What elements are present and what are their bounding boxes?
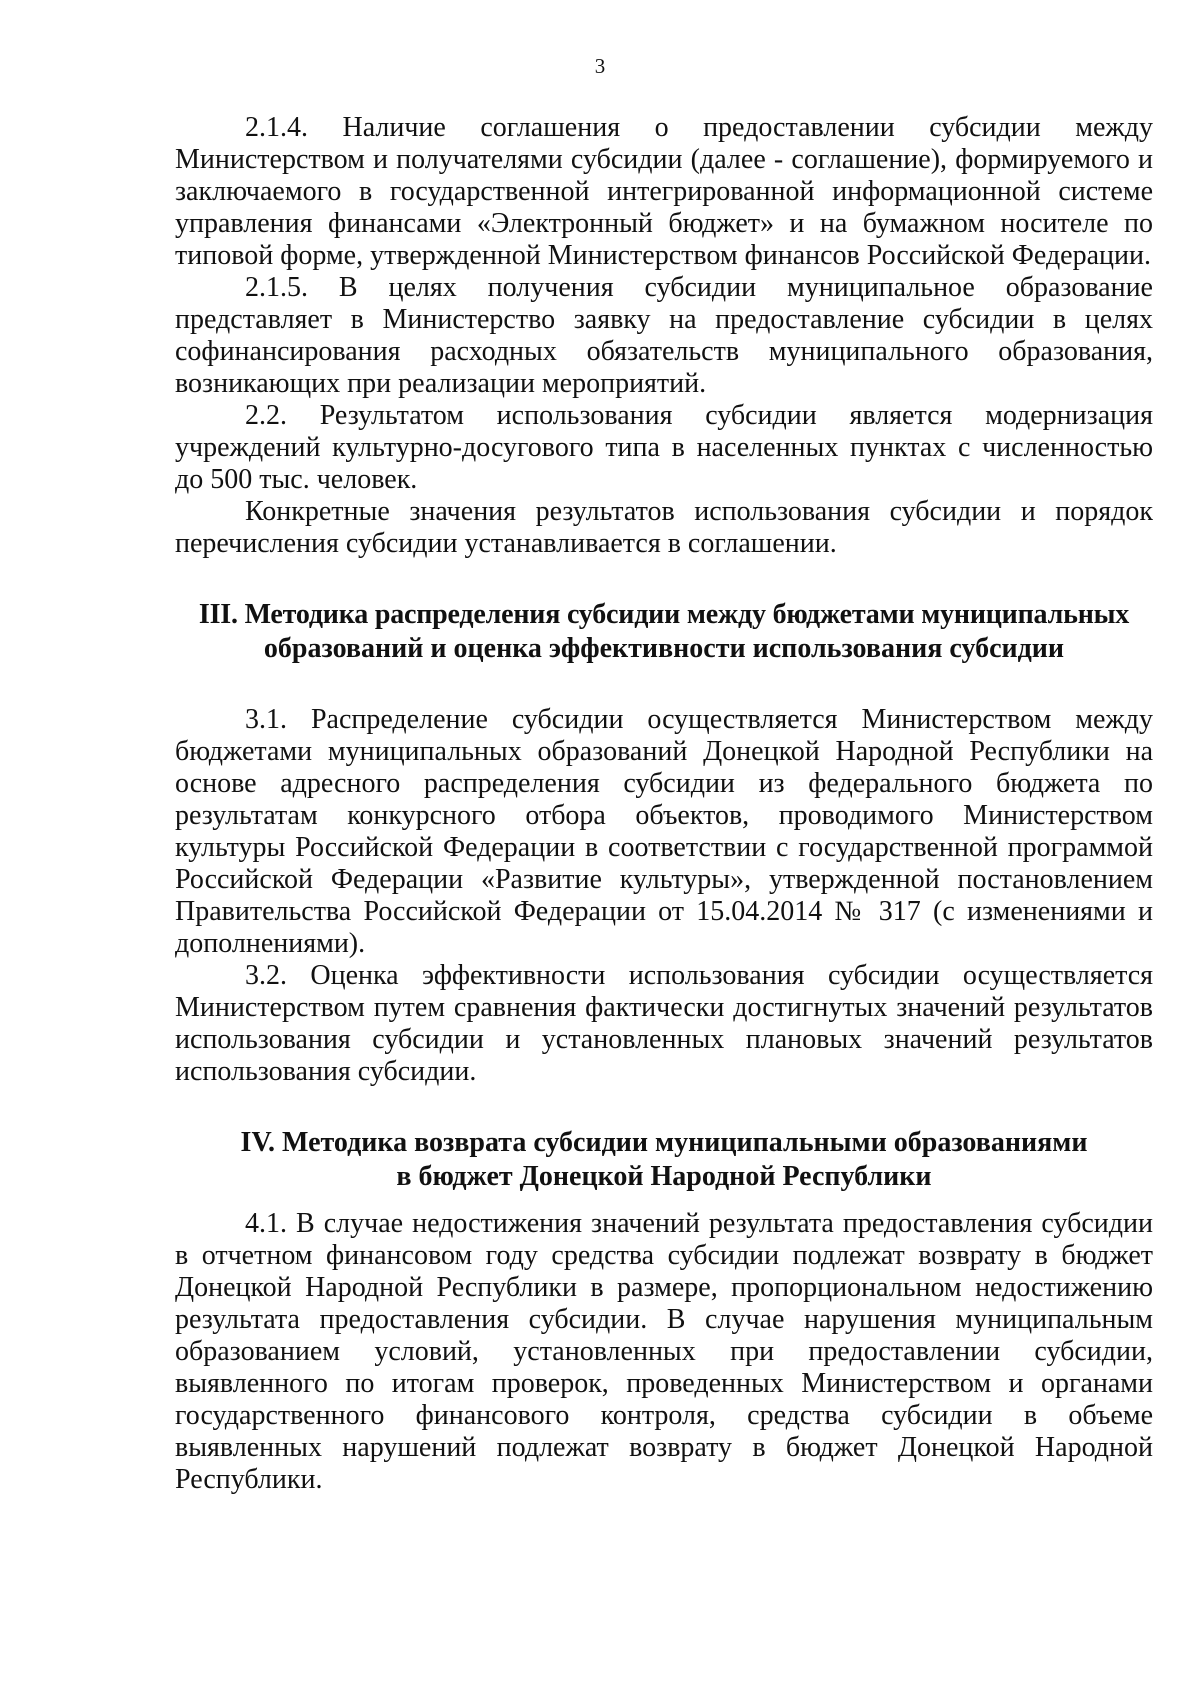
section-4-heading-line-2: в бюджет Донецкой Народной Республики [396,1161,932,1192]
paragraph-2-1-4: 2.1.4. Наличие соглашения о предоставлении субсидии между Министерством и получателями субсидии (далее - соглашение), формируемого и заключаемого в государственной интегрированной информационной системе управления финансами «Электронный бюджет» и на бумажном носителе по типовой форме, утвержденной Министерством финансов Российской Федерации. [175,112,1153,271]
paragraph-2-1-5: 2.1.5. В целях получения субсидии муниципальное образование представляет в Министерство заявку на предоставление субсидии в целях софинансирования расходных обязательств муниципального образования, возникающих при реализации мероприятий. [175,272,1153,399]
section-3-heading-line-2: образований и оценка эффективности использования субсидии [263,633,1065,664]
paragraph-4-1: 4.1. В случае недостижения значений результата предоставления субсидии в отчетном финансовом году средства субсидии подлежат возврату в бюджет Донецкой Народной Республики в размере, пропорциональном недостижению результата предоставления субсидии. В случае нарушения муниципальным образованием условий, установленных при предоставлении субсидии, выявленного по итогам проверок, проведенных Министерством и органами государственного финансового контроля, средства субсидии в объеме выявленных нарушений подлежат возврату в бюджет Донецкой Народной Республики. [175,1208,1153,1495]
section-4-heading-line-1: IV. Методика возврата субсидии муниципальными образованиями [240,1127,1088,1158]
paragraph-3-1: 3.1. Распределение субсидии осуществляется Министерством между бюджетами муниципальных образований Донецкой Народной Республики на основе адресного распределения субсидии из федерального бюджета по результатам конкурсного отбора объектов, проводимого Министерством культуры Российской Федерации в соответствии с государственной программой Российской Федерации «Развитие культуры», утвержденной постановлением Правительства Российской Федерации от 15.04.2014 № 317 (с изменениями и дополнениями). [175,704,1153,959]
paragraph-2-2-specific-values: Конкретные значения результатов использования субсидии и порядок перечисления субсидии устанавливается в соглашении. [175,496,1153,559]
section-4-heading [175,1126,1153,1194]
section-3-heading [175,598,1153,666]
document-body [175,112,1153,1496]
paragraph-2-2: 2.2. Результатом использования субсидии является модернизация учреждений культурно-досугового типа в населенных пунктах с численностью до 500 тыс. человек. [175,400,1153,495]
paragraph-3-2: 3.2. Оценка эффективности использования субсидии осуществляется Министерством путем сравнения фактически достигнутых значений результатов использования субсидии и установленных плановых значений результатов использования субсидии. [175,960,1153,1087]
page-number: 3 [594,54,606,78]
section-3-heading-line-1: III. Методика распределения субсидии между бюджетами муниципальных [198,599,1130,630]
